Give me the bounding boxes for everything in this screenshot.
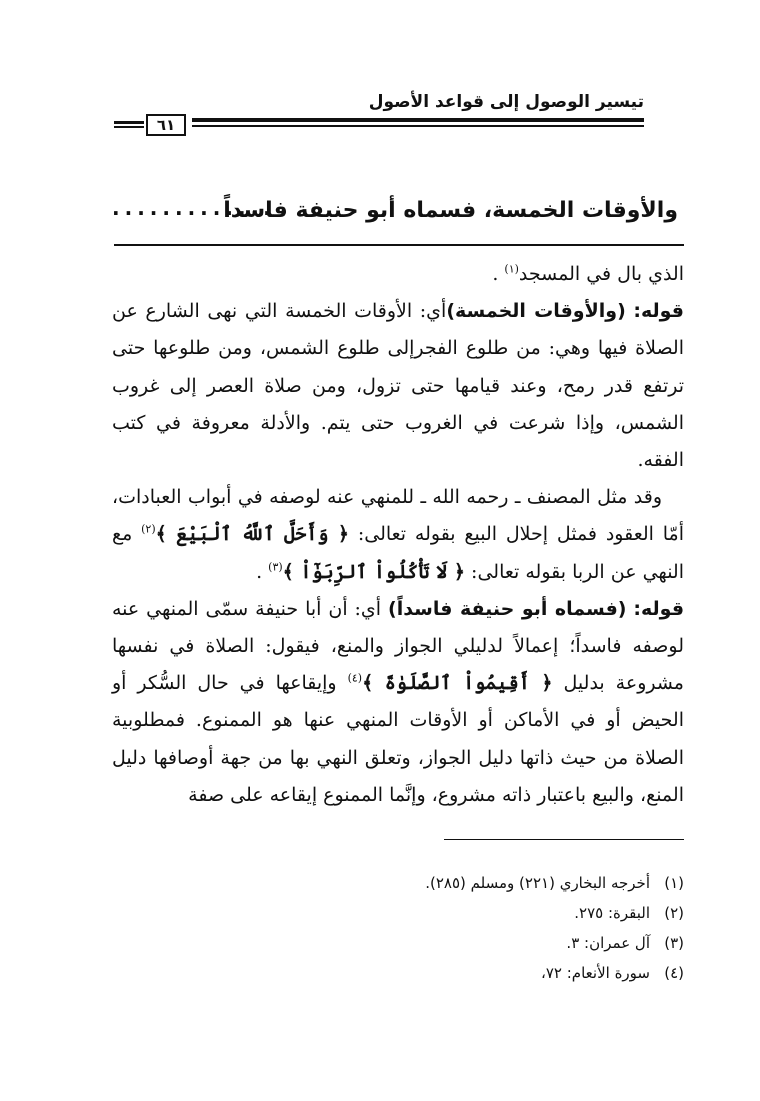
paragraph-3 <box>112 479 684 591</box>
p3-text-b: مع النهي عن الربا بقوله تعالى: <box>112 523 684 583</box>
p1-text: الذي بال في المسجد <box>518 263 684 285</box>
footnote-text: البقرة: ٢٧٥. <box>574 904 650 922</box>
quran-verse-3: ﴿ أَقِيمُواْ ٱلصَّلَوٰةَ ﴾ <box>362 672 553 695</box>
p2-label: قوله: <box>633 300 684 323</box>
p4-label: قوله: <box>633 597 685 620</box>
paragraph-2 <box>112 293 684 479</box>
p3-end: . <box>256 560 263 583</box>
footnote-number: (٢) <box>664 904 684 922</box>
paragraph-4 <box>112 591 684 814</box>
footnote-text: آل عمران: ٣. <box>566 934 650 952</box>
footnote-item <box>425 868 684 898</box>
page-number: ٦١ <box>146 114 186 136</box>
p4-text-b: وإيقاعها في حال السُّكر أو الحيض أو في الأماكن أو الأوقات المنهي عنها هو الممنوع. فمطلوبية الصلاة من حيث ذاتها دليل الجواز، وتعلق النهي بها من جهة أوصافها دليل المنع، والبيع باعتبار ذاته مشروع، وإنَّما الممنوع إيقاعه على صفة <box>112 672 684 806</box>
p4-quote: (فسماه أبو حنيفة فاسداً) <box>388 597 627 620</box>
paragraph-1 <box>112 256 684 293</box>
footnote-number: (٤) <box>664 964 684 982</box>
commentary-body <box>112 256 684 814</box>
footnote-ref-2: (٢) <box>141 523 156 537</box>
p2-text: أي: الأوقات الخمسة التي نهى الشارع عن الصلاة فيها وهي: من طلوع الفجرإلى طلوع الشمس، ومن طلوعها حتى ترتفع قدر رمح، وعند قيامها حتى تزول، ومن صلاة العصر إلى غروب الشمس، وإذا شرعت في الغروب حتى يتم. والأدلة معروفة في كتب الفقه. <box>112 300 684 472</box>
footnote-text: سورة الأنعام: ٧٢، <box>541 964 650 982</box>
footnotes <box>425 868 684 988</box>
footnote-divider <box>444 839 684 840</box>
matn-dots: ............. <box>112 196 276 220</box>
header-rule-left <box>114 121 144 128</box>
footnote-ref-1: (١) <box>504 262 519 276</box>
footnote-number: (٣) <box>664 934 684 952</box>
matn-divider <box>114 244 684 246</box>
p2-quote: (والأوقات الخمسة) <box>446 300 626 323</box>
matn-text: والأوقات الخمسة، فسماه أبو حنيفة فاسداً <box>223 198 678 223</box>
footnote-item <box>425 958 684 988</box>
footnote-text: أخرجه البخاري (٢٢١) ومسلم (٢٨٥). <box>425 874 650 892</box>
quran-verse-2: ﴿ لَا تَأْكُلُواْ ٱلرِّبَوٰٓاْ ﴾ <box>282 560 465 583</box>
p4-text-a: أي: أن أبا حنيفة سمّى المنهي عنه لوصفه فاسداً؛ إعمالاً لدليلي الجواز والمنع، فيقول: الصلاة في نفسها مشروعة بدليل <box>112 597 684 695</box>
quran-verse-1: ﴿ وَأَحَلَّ ٱللَّهُ ٱلْبَيْعَ ﴾ <box>155 523 350 546</box>
p1-end: . <box>492 263 499 285</box>
footnote-ref-4: (٤) <box>347 671 363 685</box>
footnote-number: (١) <box>664 874 684 892</box>
running-title: تيسير الوصول إلى قواعد الأصول <box>368 92 644 112</box>
footnote-item <box>425 928 684 958</box>
footnote-item <box>425 898 684 928</box>
footnote-ref-3: (٣) <box>268 560 283 574</box>
p3-text-a: وقد مثل المصنف ـ رحمه الله ـ للمنهي عنه لوصفه في أبواب العبادات، أمّا العقود فمثل إحلال البيع بقوله تعالى: <box>112 486 684 546</box>
header-rule-right <box>192 118 644 127</box>
